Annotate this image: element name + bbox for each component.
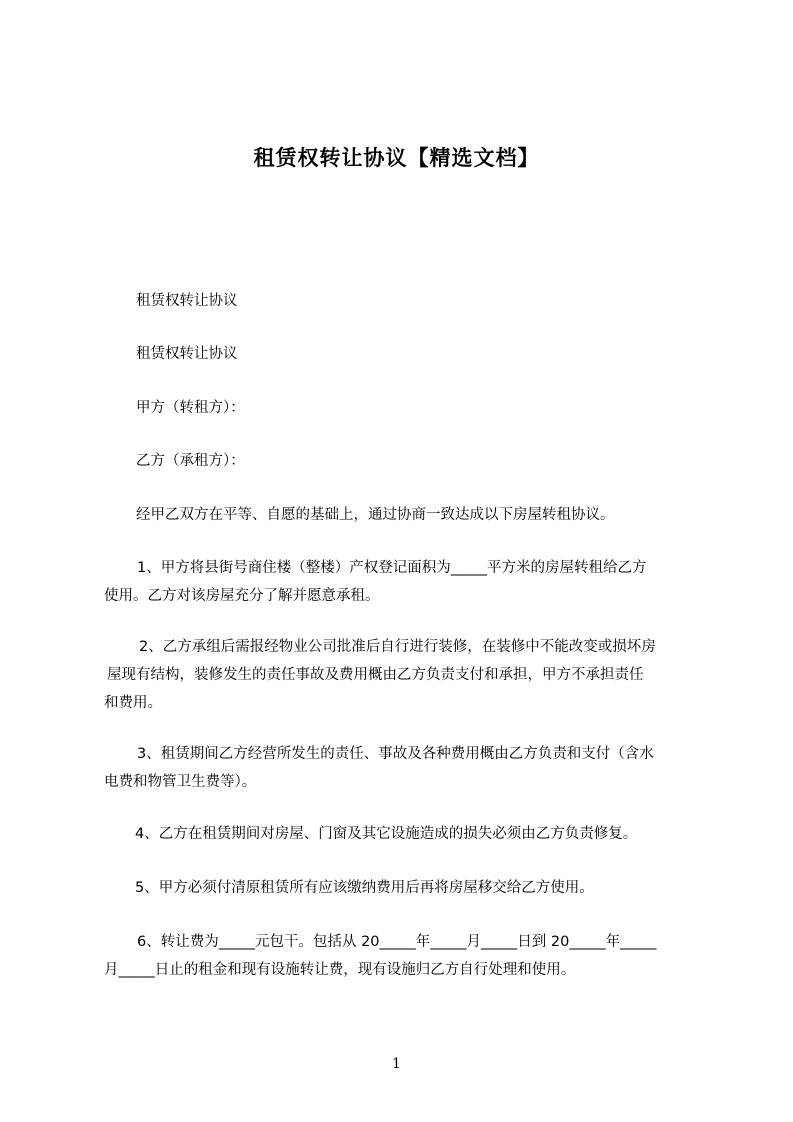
clause-2-line-3: 和费用。: [104, 695, 162, 711]
clause-1-line-1: 1、甲方将县街号商住楼（整楼）产权登记面积为_____平方米的房屋转租给乙方: [137, 560, 647, 576]
clause-4: [104, 820, 704, 848]
clause-4-line-1: 4、乙方在租赁期间对房屋、门窗及其它设施造成的损失必须由乙方负责修复。: [135, 826, 638, 842]
heading-2: 租赁权转让协议: [136, 346, 238, 362]
clause-1-line-2: 使用。乙方对该房屋充分了解并愿意承租。: [104, 588, 380, 604]
clause-6-line-2: 月_____日止的租金和现有设施转让费，现有设施归乙方自行处理和使用。: [104, 962, 576, 978]
clause-6-line-1: 6、转让费为_____元包干。包括从 20_____年_____月_____日到 20_____年_____: [137, 934, 657, 950]
clause-3: [104, 740, 704, 796]
clause-1: [104, 554, 704, 610]
page-number: 1: [392, 1056, 401, 1072]
clause-6: [104, 928, 704, 984]
clause-3-line-2: 电费和物管卫生费等）。: [104, 774, 257, 790]
clause-3-line-1: 3、租赁期间乙方经营所发生的责任、事故及各种费用概由乙方负责和支付（含水: [137, 746, 654, 762]
clause-5-line-1: 5、甲方必须付清原租赁所有应该缴纳费用后再将房屋移交给乙方使用。: [135, 880, 594, 896]
clause-2-line-2: 屋现有结构，装修发生的责任事故及费用概由乙方负责支付和承担，甲方不承担责任: [107, 667, 644, 683]
party-a-line: 甲方（转租方）：: [136, 400, 245, 416]
intro-paragraph: 经甲乙双方在平等、自愿的基础上，通过协商一致达成以下房屋转租协议。: [136, 507, 615, 523]
document-title: 租赁权转让协议【精选文档】: [253, 146, 540, 170]
clause-2-line-1: 2、乙方承组后需报经物业公司批准后自行进行装修，在装修中不能改变或损坏房: [139, 639, 656, 655]
clause-2: [104, 633, 704, 717]
party-b-line: 乙方（承租方）：: [136, 453, 245, 469]
heading-1: 租赁权转让协议: [136, 293, 238, 309]
clause-5: [104, 874, 704, 902]
